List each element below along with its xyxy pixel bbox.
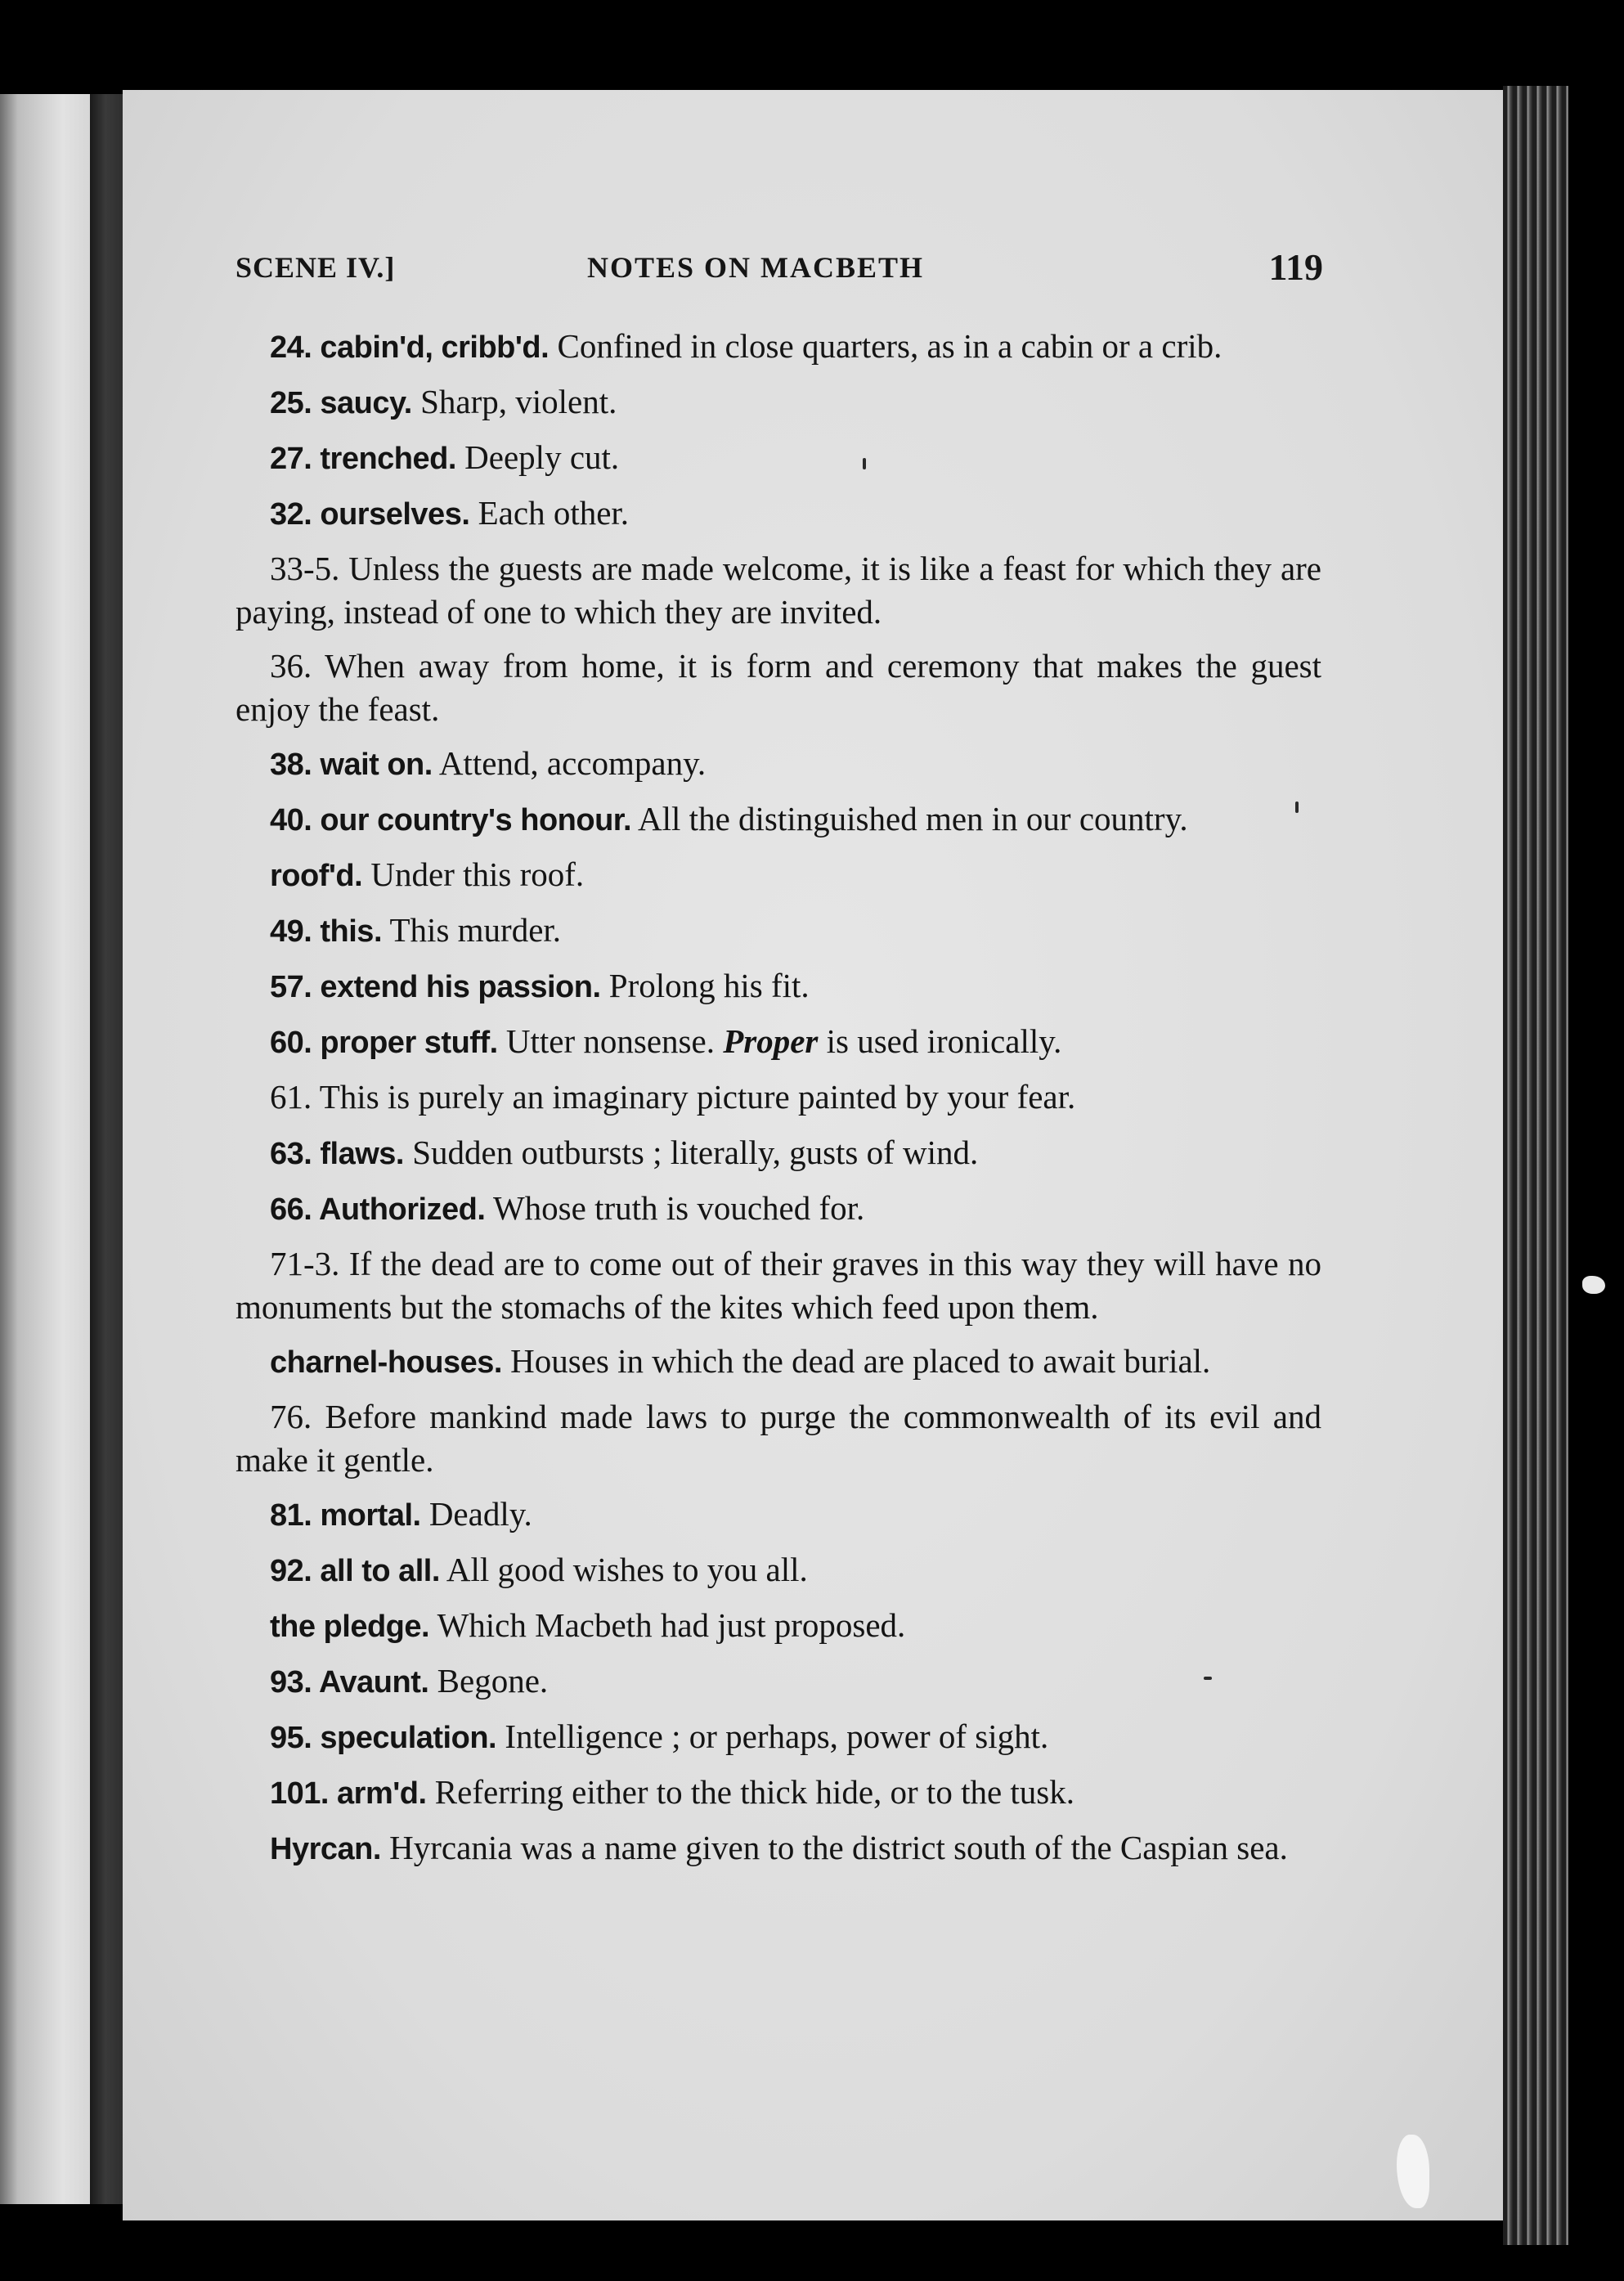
note-ref: 25. saucy. — [270, 386, 412, 420]
note-text: Deadly. — [420, 1495, 532, 1533]
note-text: Each other. — [469, 494, 630, 532]
note-text: Attend, accompany. — [432, 744, 707, 782]
note-item — [236, 909, 1321, 953]
note-ref: 63. flaws. — [270, 1137, 404, 1171]
note-ref: roof'd. — [270, 859, 363, 893]
note-text: Referring either to the thick hide, or to the tusk. — [426, 1773, 1074, 1811]
print-speck — [1204, 1677, 1212, 1680]
page-edges — [1503, 86, 1568, 2245]
note-ref: 57. extend his passion. — [270, 970, 601, 1004]
note-item — [236, 548, 1321, 633]
note-ref: 27. trenched. — [270, 442, 456, 476]
note-ref: 32. ourselves. — [270, 497, 470, 532]
note-item — [236, 1132, 1321, 1175]
note-item — [236, 965, 1321, 1008]
note-item — [236, 743, 1321, 786]
note-ref: 40. our country's honour. — [270, 803, 632, 837]
note-item — [236, 1493, 1321, 1537]
note-item — [236, 1771, 1321, 1815]
page-number: 119 — [1268, 246, 1323, 288]
note-item — [236, 1340, 1321, 1384]
note-text: Utter nonsense. — [497, 1022, 724, 1060]
scene-label: SCENE IV.] — [236, 251, 396, 284]
note-text: Whose truth is vouched for. — [485, 1189, 865, 1227]
note-item — [236, 326, 1321, 369]
note-item — [236, 1716, 1321, 1759]
note-text: Which Macbeth had just proposed. — [429, 1606, 906, 1644]
note-text: 76. Before mankind made laws to purge the commonwealth of its evil and make it gentle. — [236, 1398, 1321, 1479]
note-item — [236, 381, 1321, 424]
running-header — [236, 245, 1323, 294]
note-text: Sudden outbursts ; literally, gusts of wind. — [403, 1134, 979, 1171]
running-title: NOTES ON MACBETH — [587, 251, 925, 284]
note-italic-word: Proper — [723, 1022, 819, 1060]
note-ref: 81. mortal. — [270, 1498, 421, 1533]
note-item — [236, 645, 1321, 730]
note-text: 33-5. Unless the guests are made welcome, it is like a feast for which they are paying, instead of one to which they are invited. — [236, 550, 1321, 631]
note-item — [236, 798, 1321, 842]
note-text-tail: is used ironically. — [818, 1022, 1062, 1060]
note-text: Hyrcania was a name given to the district south of the Caspian sea. — [380, 1829, 1288, 1866]
notes-list — [236, 326, 1321, 1883]
note-text: 36. When away from home, it is form and ceremony that makes the guest enjoy the feast. — [236, 647, 1321, 728]
note-item — [236, 1021, 1321, 1064]
note-item — [236, 854, 1321, 897]
note-ref: 38. wait on. — [270, 748, 433, 782]
note-ref: 49. this. — [270, 914, 382, 949]
note-text: Begone. — [428, 1662, 549, 1700]
note-item — [236, 1660, 1321, 1704]
note-text: All good wishes to you all. — [439, 1551, 808, 1588]
print-speck — [1295, 801, 1299, 813]
note-item — [236, 1396, 1321, 1481]
scan-blot — [1582, 1276, 1605, 1294]
note-ref: the pledge. — [270, 1610, 430, 1644]
note-text: Houses in which the dead are placed to await burial. — [501, 1342, 1211, 1380]
note-text: Under this roof. — [362, 855, 585, 893]
note-item — [236, 1605, 1321, 1648]
note-text: Deeply cut. — [455, 438, 620, 476]
note-item — [236, 1549, 1321, 1592]
note-text: 61. This is purely an imaginary picture painted by your fear. — [270, 1078, 1076, 1116]
note-ref: 60. proper stuff. — [270, 1026, 498, 1060]
note-item — [236, 492, 1321, 536]
note-item — [236, 437, 1321, 480]
note-text: Sharp, violent. — [411, 383, 617, 420]
note-text: All the distinguished men in our country. — [631, 800, 1188, 837]
note-ref: Hyrcan. — [270, 1832, 381, 1866]
note-ref: charnel-houses. — [270, 1345, 502, 1380]
note-ref: 24. cabin'd, cribb'd. — [270, 330, 550, 365]
note-ref: 66. Authorized. — [270, 1192, 486, 1227]
left-page-edge — [0, 94, 90, 2204]
note-item — [236, 1076, 1321, 1120]
note-ref: 95. speculation. — [270, 1721, 497, 1755]
note-item — [236, 1243, 1321, 1328]
note-ref: 93. Avaunt. — [270, 1665, 429, 1700]
note-text: Prolong his fit. — [600, 967, 810, 1004]
note-item — [236, 1188, 1321, 1231]
print-speck — [863, 458, 866, 469]
note-text: This murder. — [382, 911, 562, 949]
note-text: Confined in close quarters, as in a cabin or a crib. — [549, 327, 1222, 365]
note-text: Intelligence ; or perhaps, power of sight. — [496, 1717, 1049, 1755]
note-text: 71-3. If the dead are to come out of their graves in this way they will have no monuments but the stomachs of the kites which feed upon them. — [236, 1245, 1321, 1326]
note-ref: 101. arm'd. — [270, 1776, 427, 1811]
note-ref: 92. all to all. — [270, 1554, 440, 1588]
note-item — [236, 1827, 1321, 1870]
